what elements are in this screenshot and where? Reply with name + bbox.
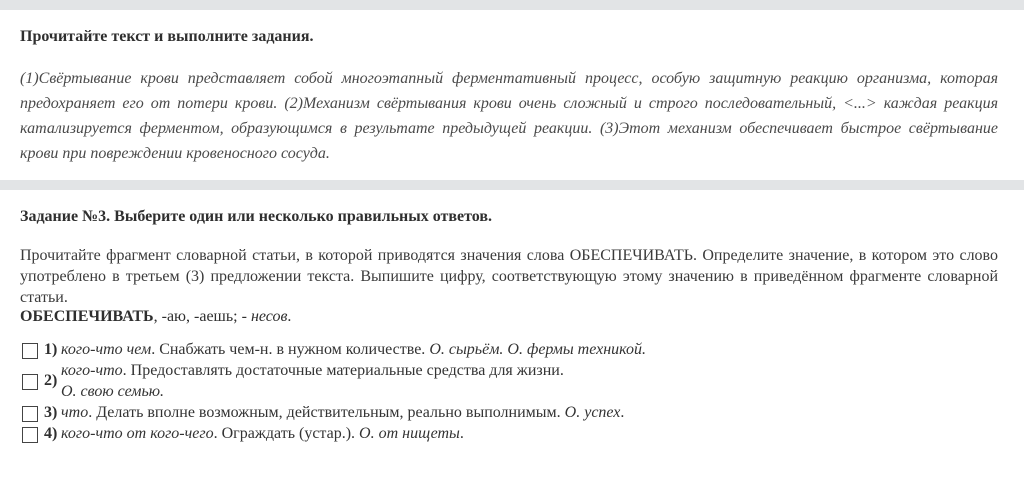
option-grammar: что — [61, 404, 89, 421]
option-example: О. сырьём. О. фермы техникой. — [429, 341, 647, 358]
headword: ОБЕСПЕЧИВАТЬ — [20, 308, 154, 325]
intro-title: Прочитайте текст и выполните задания. — [20, 28, 314, 45]
option-example-end: . — [459, 425, 464, 442]
reading-passage: (1)Свёртывание крови представляет собой многоэтапный ферментативный процесс, особую защитную реакцию организма, которая предохраняет его от потери крови. (2)Механизм свёртывания крови очень сложный и строго последовательный, <...> каждая реакция катализируется ферментом, образующимся в результате предыдущей реакции. (3)Этот механизм обеспечивает быстрое свёртывание крови при повреждении кровеносного сосуда. — [20, 70, 998, 162]
option-text — [61, 402, 624, 423]
option-example-end: . — [620, 404, 625, 421]
task-title: Задание №3. Выберите один или несколько правильных ответов. — [20, 208, 493, 225]
dictionary-headword-line — [20, 308, 291, 326]
option-example: О. успех — [564, 404, 621, 421]
top-divider-band — [0, 0, 1024, 10]
option-grammar: кого-что — [61, 362, 123, 379]
option-grammar: кого-что от кого-чего — [61, 425, 214, 442]
option-text — [61, 360, 564, 402]
option-example: О. свою семью. — [61, 383, 165, 400]
option-number: 1) — [44, 341, 58, 358]
headword-forms: , -аю, -аешь; - — [153, 308, 251, 325]
headword-end: . — [287, 308, 292, 325]
headword-aspect: несов — [250, 308, 288, 325]
option-definition: . Снабжать чем-н. в нужном количестве. — [151, 341, 430, 358]
option-text — [61, 339, 646, 360]
option-number: 4) — [44, 425, 58, 442]
option-2-checkbox[interactable] — [22, 374, 38, 390]
option-number: 3) — [44, 404, 58, 421]
option-grammar: кого-что чем — [61, 341, 152, 358]
option-definition: . Делать вполне возможным, действительным, реально выполнимым. — [88, 404, 565, 421]
option-1-checkbox[interactable] — [22, 343, 38, 359]
option-definition: . Ограждать (устар.). — [213, 425, 360, 442]
option-example: О. от нищеты — [359, 425, 460, 442]
option-4-checkbox[interactable] — [22, 427, 38, 443]
section-divider-band — [0, 180, 1024, 190]
task-instruction: Прочитайте фрагмент словарной статьи, в которой приводятся значения слова ОБЕСПЕЧИВАТЬ. Определите значение, в котором это слово употреблено в третьем (3) предложении текста. Выпишите цифру, соответствующую этому значению в приведённом фрагменте словарной статьи. — [20, 247, 998, 306]
option-3-checkbox[interactable] — [22, 406, 38, 422]
option-definition: . Предоставлять достаточные материальные средства для жизни. — [122, 362, 564, 379]
option-number: 2) — [44, 372, 58, 389]
option-text — [61, 423, 464, 444]
